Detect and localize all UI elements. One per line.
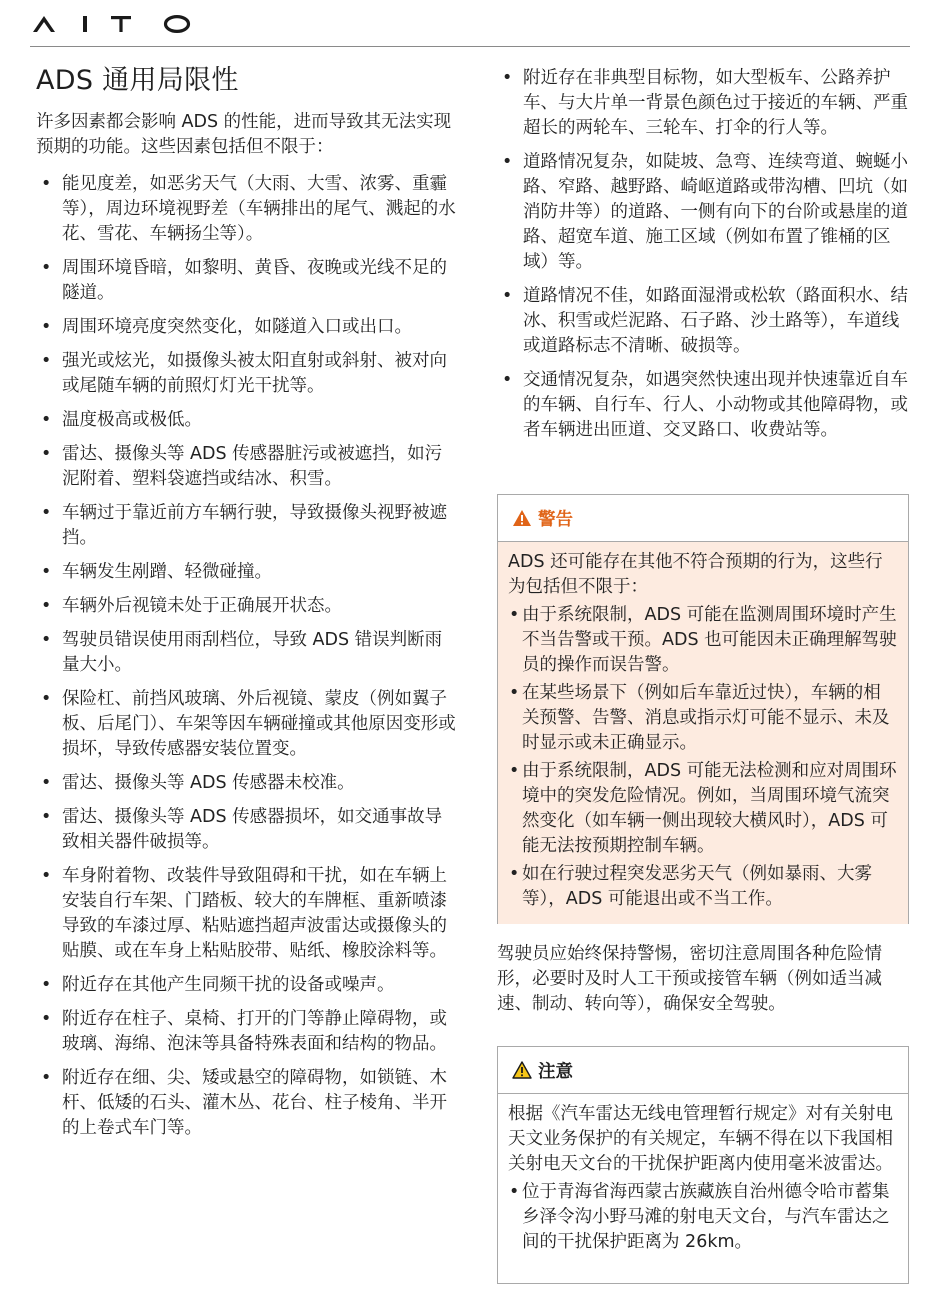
list-item: • 保险杠、前挡风玻璃、外后视镜、蒙皮（例如翼子板、后尾门）、车架等因车辆碰撞或其他原因变形或损坏，导致传感器安装位置变。	[41, 689, 456, 759]
list-item: • 附近存在柱子、桌椅、打开的门等静止障碍物，或玻璃、海绵、泡沫等具备特殊表面和结构的物品。	[41, 1009, 447, 1054]
list-item-text: 保险杠、前挡风玻璃、外后视镜、蒙皮（例如翼子板、后尾门）、车架等因车辆碰撞或其他原因变形或损坏，导致传感器安装位置变。	[62, 689, 456, 759]
notice-title: 注意	[538, 1061, 573, 1082]
list-item-text: 交通情况复杂，如遇突然快速出现并快速靠近自车的车辆、自行车、行人、小动物或其他障碍物，或者车辆进出匝道、交叉路口、收费站等。	[523, 370, 908, 440]
limitations-list-continued	[497, 66, 909, 443]
header-divider	[30, 46, 910, 47]
list-item: • 雷达、摄像头等 ADS 传感器损坏，如交通事故导致相关器件破损等。	[41, 807, 443, 852]
list-item-text: 车辆外后视镜未处于正确展开状态。	[62, 596, 342, 616]
warning-box	[497, 494, 909, 924]
notice-box	[497, 1046, 909, 1284]
list-item-text: 强光或炫光，如摄像头被太阳直射或斜射、被对向或尾随车辆的前照灯灯光干扰等。	[62, 351, 447, 396]
warning-item: • 如在行驶过程突发恶劣天气（例如暴雨、大雾等），ADS 可能退出或不当工作。	[509, 864, 872, 909]
list-item-text: 附近存在细、尖、矮或悬空的障碍物，如锁链、木杆、低矮的石头、灌木丛、花台、柱子棱角、半开的上卷式车门等。	[62, 1068, 447, 1138]
notice-body	[498, 1094, 908, 1265]
list-item-text: 雷达、摄像头等 ADS 传感器损坏，如交通事故导致相关器件破损等。	[62, 807, 443, 852]
list-item-text: 车身附着物、改装件导致阻碍和干扰，如在车辆上安装自行车架、门踏板、较大的车牌框、重新喷漆导致的车漆过厚、粘贴遮挡超声波雷达或摄像头的贴膜、或在车身上粘贴胶带、贴纸、橡胶涂料等。	[62, 866, 447, 961]
left-column	[36, 62, 456, 1150]
caution-icon	[512, 1061, 532, 1079]
list-item: • 附近存在其他产生同频干扰的设备或噪声。	[41, 975, 395, 995]
list-item-text: 车辆过于靠近前方车辆行驶，导致摄像头视野被遮挡。	[62, 503, 447, 548]
list-item-text: 车辆发生剐蹭、轻微碰撞。	[62, 562, 272, 582]
intro-paragraph: 许多因素都会影响 ADS 的性能，进而导致其无法实现预期的功能。这些因素包括但不限于：	[36, 112, 452, 157]
list-item: • 驾驶员错误使用雨刮档位，导致 ADS 错误判断雨量大小。	[41, 630, 443, 675]
notice-list	[508, 1180, 898, 1255]
list-item: • 雷达、摄像头等 ADS 传感器脏污或被遮挡，如污泥附着、塑料袋遮挡或结冰、积雪。	[41, 444, 443, 489]
notice-item-text: 位于青海省海西蒙古族藏族自治州德令哈市蓄集乡泽令沟小野马滩的射电天文台，与汽车雷达之间的干扰保护距离为 26km。	[522, 1182, 890, 1252]
list-item-text: 附近存在柱子、桌椅、打开的门等静止障碍物，或玻璃、海绵、泡沫等具备特殊表面和结构的物品。	[62, 1009, 447, 1054]
list-item: • 温度极高或极低。	[41, 410, 202, 430]
warning-item: • 由于系统限制，ADS 可能在监测周围环境时产生不当告警或干预。ADS 也可能因未正确理解驾驶员的操作而误告警。	[509, 605, 897, 675]
section-title: ADS 通用局限性	[36, 65, 239, 96]
warning-item-text: 如在行驶过程突发恶劣天气（例如暴雨、大雾等），ADS 可能退出或不当工作。	[522, 864, 872, 909]
list-item-text: 雷达、摄像头等 ADS 传感器未校准。	[62, 773, 355, 793]
list-item-text: 温度极高或极低。	[62, 410, 202, 430]
warning-header	[498, 495, 908, 542]
warning-item-text: 在某些场景下（例如后车靠近过快），车辆的相关预警、告警、消息或指示灯可能不显示、未及时显示或未正确显示。	[522, 683, 890, 753]
warning-list	[508, 603, 898, 912]
list-item: • 道路情况不佳，如路面湿滑或松软（路面积水、结冰、积雪或烂泥路、石子路、沙土路等），车道线或道路标志不清晰、破损等。	[502, 286, 908, 356]
list-item: • 附近存在细、尖、矮或悬空的障碍物，如锁链、木杆、低矮的石头、灌木丛、花台、柱子棱角、半开的上卷式车门等。	[41, 1068, 447, 1138]
list-item: • 周围环境亮度突然变化，如隧道入口或出口。	[41, 317, 412, 337]
warning-item: • 在某些场景下（例如后车靠近过快），车辆的相关预警、告警、消息或指示灯可能不显示、未及时显示或未正确显示。	[509, 683, 890, 753]
warning-item-text: 由于系统限制，ADS 可能在监测周围环境时产生不当告警或干预。ADS 也可能因未正确理解驾驶员的操作而误告警。	[522, 605, 897, 675]
warning-intro: ADS 还可能存在其他不符合预期的行为，这些行为包括但不限于：	[508, 552, 883, 597]
warning-icon	[512, 509, 532, 527]
list-item: • 能见度差，如恶劣天气（大雨、大雪、浓雾、重霾等），周边环境视野差（车辆排出的尾气、溅起的水花、雪花、车辆扬尘等）。	[41, 174, 456, 244]
list-item-text: 附近存在其他产生同频干扰的设备或噪声。	[62, 975, 395, 995]
list-item: • 车辆过于靠近前方车辆行驶，导致摄像头视野被遮挡。	[41, 503, 447, 548]
list-item-text: 附近存在非典型目标物，如大型板车、公路养护车、与大片单一背景色颜色过于接近的车辆、严重超长的两轮车、三轮车、打伞的行人等。	[523, 68, 908, 138]
list-item-text: 雷达、摄像头等 ADS 传感器脏污或被遮挡，如污泥附着、塑料袋遮挡或结冰、积雪。	[62, 444, 443, 489]
list-item-text: 能见度差，如恶劣天气（大雨、大雪、浓雾、重霾等），周边环境视野差（车辆排出的尾气、溅起的水花、雪花、车辆扬尘等）。	[62, 174, 456, 244]
list-item-text: 驾驶员错误使用雨刮档位，导致 ADS 错误判断雨量大小。	[62, 630, 443, 675]
notice-header	[498, 1047, 908, 1094]
list-item: • 附近存在非典型目标物，如大型板车、公路养护车、与大片单一背景色颜色过于接近的车辆、严重超长的两轮车、三轮车、打伞的行人等。	[502, 68, 908, 138]
list-item-text: 道路情况不佳，如路面湿滑或松软（路面积水、结冰、积雪或烂泥路、石子路、沙土路等），车道线或道路标志不清晰、破损等。	[523, 286, 908, 356]
list-item: • 交通情况复杂，如遇突然快速出现并快速靠近自车的车辆、自行车、行人、小动物或其他障碍物，或者车辆进出匝道、交叉路口、收费站等。	[502, 370, 908, 440]
warning-item-text: 由于系统限制，ADS 可能无法检测和应对周围环境中的突发危险情况。例如，当周围环境气流突然变化（如车辆一侧出现较大横风时），ADS 可能无法按预期控制车辆。	[522, 761, 897, 856]
limitations-list	[36, 172, 456, 1141]
list-item: • 车辆外后视镜未处于正确展开状态。	[41, 596, 342, 616]
warning-title: 警告	[538, 509, 573, 530]
list-item-text: 道路情况复杂，如陡坡、急弯、连续弯道、蜿蜒小路、窄路、越野路、崎岖道路或带沟槽、凹坑（如消防井等）的道路、一侧有向下的台阶或悬崖的道路、超宽车道、施工区域（例如布置了锥桶的区域）等。	[523, 152, 908, 272]
list-item: • 雷达、摄像头等 ADS 传感器未校准。	[41, 773, 355, 793]
aito-logo	[33, 13, 193, 37]
page-header	[30, 0, 910, 50]
list-item: • 周围环境昏暗，如黎明、黄昏、夜晚或光线不足的隧道。	[41, 258, 447, 303]
list-item: • 道路情况复杂，如陡坡、急弯、连续弯道、蜿蜒小路、窄路、越野路、崎岖道路或带沟槽、凹坑（如消防井等）的道路、一侧有向下的台阶或悬崖的道路、超宽车道、施工区域（例如布置了锥桶的区域）等。	[502, 152, 908, 272]
list-item: • 车辆发生剐蹭、轻微碰撞。	[41, 562, 272, 582]
list-item-text: 周围环境亮度突然变化，如隧道入口或出口。	[62, 317, 412, 337]
list-item-text: 周围环境昏暗，如黎明、黄昏、夜晚或光线不足的隧道。	[62, 258, 447, 303]
warning-body	[498, 542, 908, 924]
list-item: • 车身附着物、改装件导致阻碍和干扰，如在车辆上安装自行车架、门踏板、较大的车牌框、重新喷漆导致的车漆过厚、粘贴遮挡超声波雷达或摄像头的贴膜、或在车身上粘贴胶带、贴纸、橡胶涂料等。	[41, 866, 447, 961]
warning-item: • 由于系统限制，ADS 可能无法检测和应对周围环境中的突发危险情况。例如，当周围环境气流突然变化（如车辆一侧出现较大横风时），ADS 可能无法按预期控制车辆。	[509, 761, 897, 856]
right-column	[497, 66, 909, 1252]
list-item: • 强光或炫光，如摄像头被太阳直射或斜射、被对向或尾随车辆的前照灯灯光干扰等。	[41, 351, 447, 396]
closing-paragraph: 驾驶员应始终保持警惕，密切注意周围各种危险情形，必要时及时人工干预或接管车辆（例如适当减速、制动、转向等），确保安全驾驶。	[497, 944, 882, 1014]
notice-intro: 根据《汽车雷达无线电管理暂行规定》对有关射电天文业务保护的有关规定，车辆不得在以下我国相关射电天文台的干扰保护距离内使用毫米波雷达。	[508, 1104, 893, 1174]
notice-item: • 位于青海省海西蒙古族藏族自治州德令哈市蓄集乡泽令沟小野马滩的射电天文台，与汽车雷达之间的干扰保护距离为 26km。	[509, 1182, 890, 1252]
